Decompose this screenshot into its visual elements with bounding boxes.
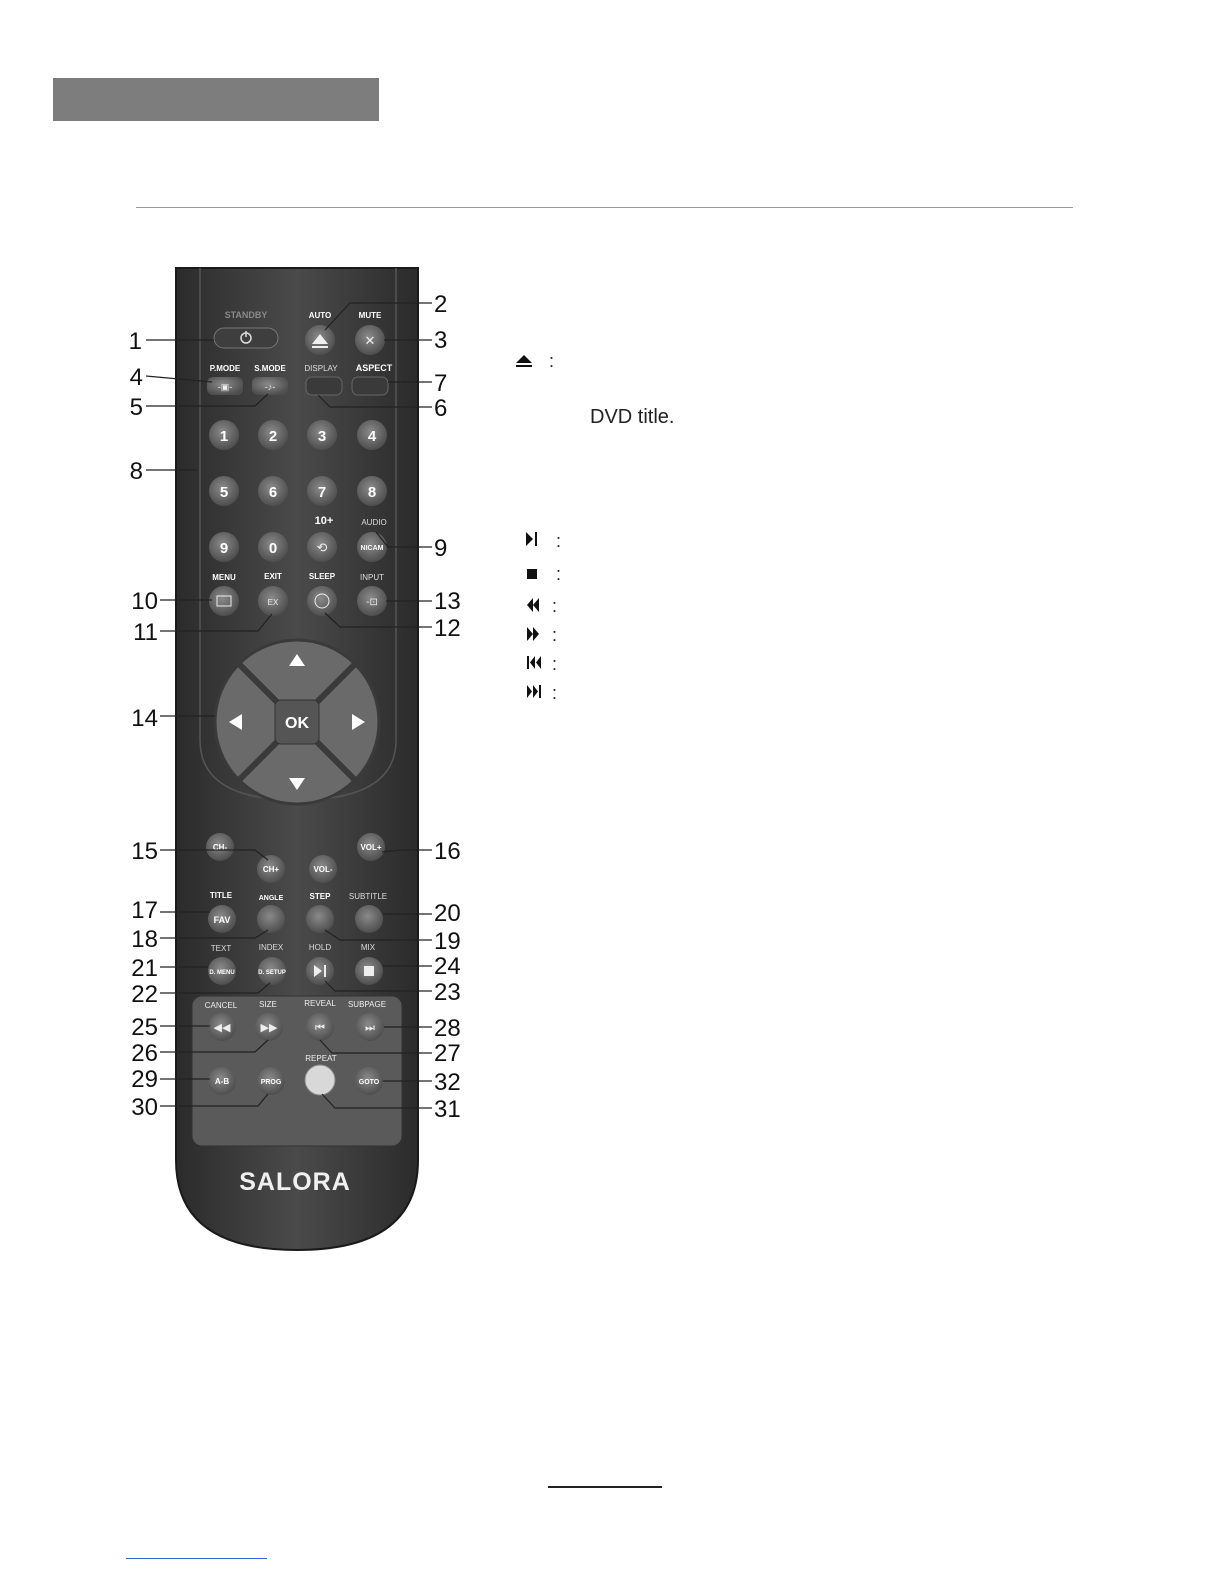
svg-text:3: 3 xyxy=(434,327,448,354)
dvd-title-text: DVD title. xyxy=(590,406,675,428)
svg-text:12: 12 xyxy=(434,615,461,642)
sound-icon: -♪- xyxy=(264,382,276,392)
svg-text:18: 18 xyxy=(131,926,158,953)
svg-text:5: 5 xyxy=(129,394,143,421)
callout-numbers-right xyxy=(434,291,461,1123)
svg-text:7: 7 xyxy=(434,370,448,397)
svg-text:4: 4 xyxy=(129,364,143,391)
svg-text:13: 13 xyxy=(434,588,461,615)
mix-label: MIX xyxy=(360,943,376,952)
size-label: SIZE xyxy=(259,1000,277,1009)
svg-text:26: 26 xyxy=(131,1040,158,1067)
cancel-label: CANCEL xyxy=(204,1001,238,1010)
smode-label: S.MODE xyxy=(254,364,286,373)
svg-text:23: 23 xyxy=(434,979,461,1006)
svg-text::: : xyxy=(549,351,555,371)
svg-text:CH-: CH- xyxy=(212,843,228,852)
input-label: INPUT xyxy=(360,573,384,582)
subtitle-button[interactable] xyxy=(355,905,383,933)
svg-text::: : xyxy=(556,531,562,551)
nicam-label: NICAM xyxy=(360,545,384,552)
step-label: STEP xyxy=(309,892,331,901)
svg-text:11: 11 xyxy=(133,619,158,646)
svg-text:FAV: FAV xyxy=(213,915,231,925)
auto-label: AUTO xyxy=(308,311,332,320)
svg-text:14: 14 xyxy=(131,705,158,732)
sleep-label: SLEEP xyxy=(308,572,336,581)
footer-page-number-line xyxy=(548,1486,662,1488)
angle-button[interactable] xyxy=(257,905,285,933)
svg-text:6: 6 xyxy=(268,484,278,501)
svg-text:17: 17 xyxy=(131,897,158,924)
svg-text:19: 19 xyxy=(434,928,461,955)
svg-text:16: 16 xyxy=(434,838,461,865)
mute-label: MUTE xyxy=(358,311,382,320)
rewind-icon: ◀◀ xyxy=(213,1022,231,1034)
title-label: TITLE xyxy=(209,891,233,900)
menu-button[interactable] xyxy=(209,586,239,616)
next-icon xyxy=(527,685,541,698)
tenplus-label: 10+ xyxy=(314,515,334,527)
standby-label: STANDBY xyxy=(224,310,268,320)
menu-label: MENU xyxy=(212,573,236,582)
svg-text:21: 21 xyxy=(131,955,158,982)
svg-text:24: 24 xyxy=(434,953,461,980)
svg-text::: : xyxy=(552,625,558,645)
previous-icon xyxy=(527,656,541,669)
svg-text:10: 10 xyxy=(131,588,158,615)
play-pause-icon xyxy=(526,532,537,546)
step-button[interactable] xyxy=(306,905,334,933)
svg-text:D. SETUP: D. SETUP xyxy=(258,970,286,976)
svg-text:2: 2 xyxy=(434,291,448,318)
svg-text:2: 2 xyxy=(268,428,278,445)
legend-icons xyxy=(516,355,541,698)
svg-text::: : xyxy=(552,683,558,703)
svg-text:1: 1 xyxy=(219,428,229,445)
svg-text:27: 27 xyxy=(434,1040,461,1067)
svg-text:15: 15 xyxy=(131,838,158,865)
aspect-label: ASPECT xyxy=(355,363,393,373)
input-icon: -⊡ xyxy=(366,597,378,608)
svg-text:31: 31 xyxy=(434,1096,461,1123)
sleep-button[interactable] xyxy=(307,586,337,616)
svg-text:9: 9 xyxy=(219,540,229,557)
svg-text:25: 25 xyxy=(131,1014,158,1041)
pmode-label: P.MODE xyxy=(209,364,241,373)
svg-text:28: 28 xyxy=(434,1015,461,1042)
svg-text:6: 6 xyxy=(434,395,448,422)
svg-text:9: 9 xyxy=(434,535,448,562)
svg-text:22: 22 xyxy=(131,981,158,1008)
svg-text:CH+: CH+ xyxy=(262,865,280,874)
svg-text:8: 8 xyxy=(129,458,143,485)
subpage-label: SUBPAGE xyxy=(347,1000,387,1009)
hold-label: HOLD xyxy=(308,943,332,952)
svg-text:7: 7 xyxy=(317,484,327,501)
picture-icon: -▣- xyxy=(217,382,233,392)
svg-text:VOL+: VOL+ xyxy=(360,843,382,852)
next-icon: ⏭ xyxy=(365,1022,375,1034)
exit-icon: EX xyxy=(267,598,279,607)
svg-text:GOTO: GOTO xyxy=(358,1079,380,1086)
display-button[interactable] xyxy=(306,377,342,395)
index-label: INDEX xyxy=(258,943,284,952)
stop-icon xyxy=(527,569,537,579)
ok-label: OK xyxy=(285,715,309,732)
footer-link-underline xyxy=(126,1558,267,1559)
svg-text::: : xyxy=(552,596,558,616)
rewind-icon xyxy=(527,598,539,612)
svg-text:32: 32 xyxy=(434,1069,461,1096)
fast-forward-icon xyxy=(527,627,539,641)
repeat-button[interactable] xyxy=(305,1065,335,1095)
fast-forward-icon: ▶▶ xyxy=(260,1022,278,1034)
angle-label: ANGLE xyxy=(258,895,284,902)
svg-text:5: 5 xyxy=(219,484,229,501)
audio-label: AUDIO xyxy=(361,518,387,527)
subtitle-label: SUBTITLE xyxy=(348,892,388,901)
svg-text:29: 29 xyxy=(131,1066,158,1093)
callout-numbers-left xyxy=(129,328,158,1121)
svg-text:0: 0 xyxy=(268,540,278,557)
svg-text:PROG: PROG xyxy=(260,1079,282,1086)
previous-icon: ⏮ xyxy=(315,1022,325,1034)
svg-text:30: 30 xyxy=(131,1094,158,1121)
stop-icon xyxy=(364,966,374,976)
aspect-button[interactable] xyxy=(352,377,388,395)
eject-icon xyxy=(516,355,532,367)
svg-text:A-B: A-B xyxy=(214,1077,230,1086)
svg-text::: : xyxy=(556,564,562,584)
text-label: TEXT xyxy=(210,944,232,953)
svg-text:4: 4 xyxy=(367,428,377,445)
brand-logo: SALORA xyxy=(239,1168,351,1196)
legend-colons xyxy=(549,351,561,703)
svg-text:1: 1 xyxy=(128,328,142,355)
svg-text:3: 3 xyxy=(317,428,327,445)
svg-text::: : xyxy=(552,654,558,674)
mute-icon: ✕ xyxy=(364,333,376,348)
svg-text:8: 8 xyxy=(367,484,377,501)
svg-text:20: 20 xyxy=(434,900,461,927)
display-label: DISPLAY xyxy=(304,364,338,373)
svg-text:D. MENU: D. MENU xyxy=(209,970,235,976)
recall-icon: ⟲ xyxy=(316,540,328,555)
svg-text:VOL-: VOL- xyxy=(313,865,333,874)
exit-label: EXIT xyxy=(264,572,282,581)
repeat-label: REPEAT xyxy=(305,1054,337,1063)
reveal-label: REVEAL xyxy=(304,999,336,1008)
